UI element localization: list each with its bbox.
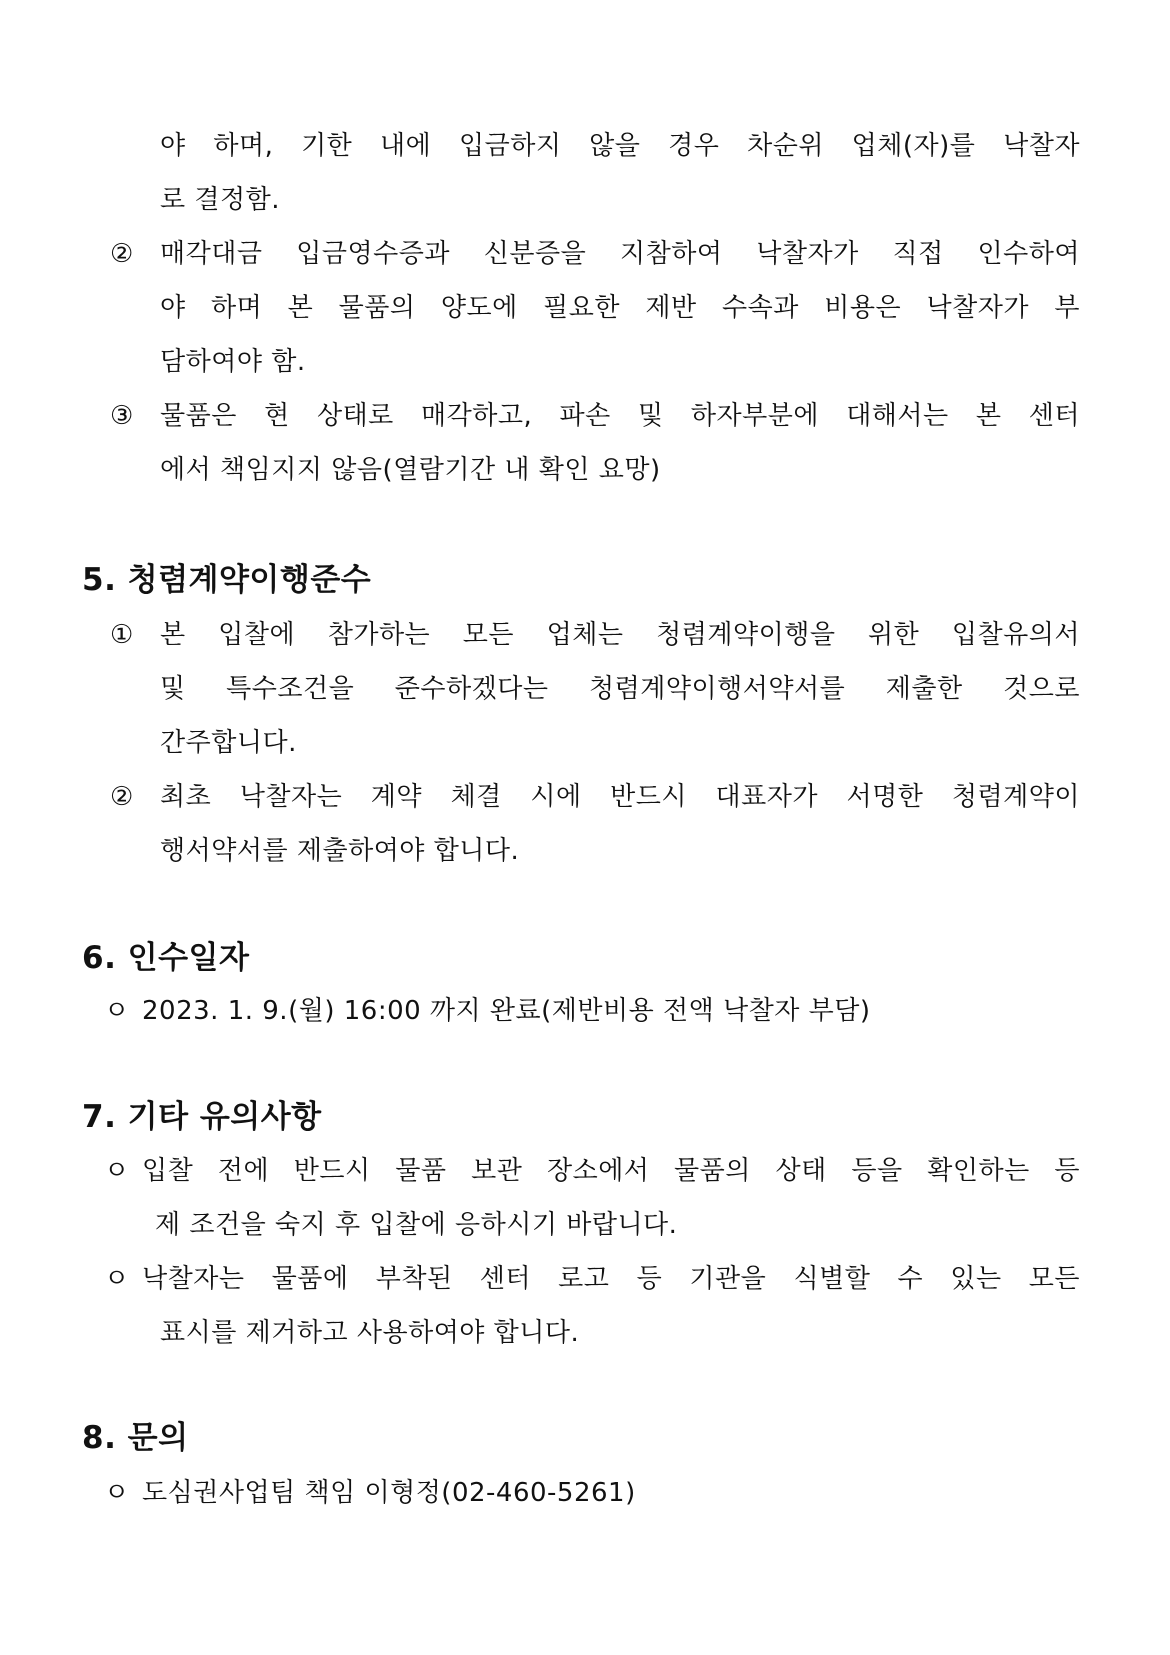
s6-item1-marker: ㅇ xyxy=(104,996,130,1026)
s8-item1-marker: ㅇ xyxy=(104,1478,130,1508)
s8-item1-line1: 도심권사업팀 책임 이형정(02-460-5261) xyxy=(142,1478,636,1508)
section7-title: 7. 기타 유의사항 xyxy=(82,1099,322,1135)
s5-item1-line2: 및 특수조건을 준수하겠다는 청렴계약이행서약서를 제출한 것으로 xyxy=(160,674,1080,704)
s5-item2-marker: ② xyxy=(110,782,134,812)
s7-item1-marker: ㅇ xyxy=(104,1156,130,1186)
s7-item2-line1: 낙찰자는 물품에 부착된 센터 로고 등 기관을 식별할 수 있는 모든 xyxy=(142,1264,1080,1294)
s4-item3-line1: 물품은 현 상태로 매각하고, 파손 및 하자부분에 대해서는 본 센터 xyxy=(160,401,1080,431)
s4-item2-line1: 매각대금 입금영수증과 신분증을 지참하여 낙찰자가 직접 인수하여 xyxy=(160,239,1080,269)
section8-title: 8. 문의 xyxy=(82,1420,189,1456)
s4-item2-marker: ② xyxy=(110,239,134,269)
s6-item1-line1: 2023. 1. 9.(월) 16:00 까지 완료(제반비용 전액 낙찰자 부담) xyxy=(142,996,871,1026)
s4-item1-line2: 로 결정함. xyxy=(160,185,280,215)
s5-item1-line1: 본 입찰에 참가하는 모든 업체는 청렴계약이행을 위한 입찰유의서 xyxy=(160,620,1080,650)
s7-item2-line2: 표시를 제거하고 사용하여야 합니다. xyxy=(160,1318,580,1348)
s5-item1-marker: ① xyxy=(110,620,134,650)
s4-item3-marker: ③ xyxy=(110,401,134,431)
s7-item1-line1: 입찰 전에 반드시 물품 보관 장소에서 물품의 상태 등을 확인하는 등 xyxy=(142,1156,1080,1186)
s4-item2-line3: 담하여야 함. xyxy=(160,347,306,377)
s7-item1-line2: 제 조건을 숙지 후 입찰에 응하시기 바랍니다. xyxy=(155,1210,678,1240)
section5-title: 5. 청렴계약이행준수 xyxy=(82,562,372,598)
s5-item2-line1: 최초 낙찰자는 계약 체결 시에 반드시 대표자가 서명한 청렴계약이 xyxy=(160,782,1080,812)
s4-item2-line2: 야 하며 본 물품의 양도에 필요한 제반 수속과 비용은 낙찰자가 부 xyxy=(160,293,1080,323)
s4-item3-line2: 에서 책임지지 않음(열람기간 내 확인 요망) xyxy=(160,455,661,485)
s4-item1-line1: 야 하며, 기한 내에 입금하지 않을 경우 차순위 업체(자)를 낙찰자 xyxy=(160,131,1080,161)
s5-item2-line2: 행서약서를 제출하여야 합니다. xyxy=(160,836,520,866)
s7-item2-marker: ㅇ xyxy=(104,1264,130,1294)
s5-item1-line3: 간주합니다. xyxy=(160,728,297,758)
section6-title: 6. 인수일자 xyxy=(82,940,250,976)
